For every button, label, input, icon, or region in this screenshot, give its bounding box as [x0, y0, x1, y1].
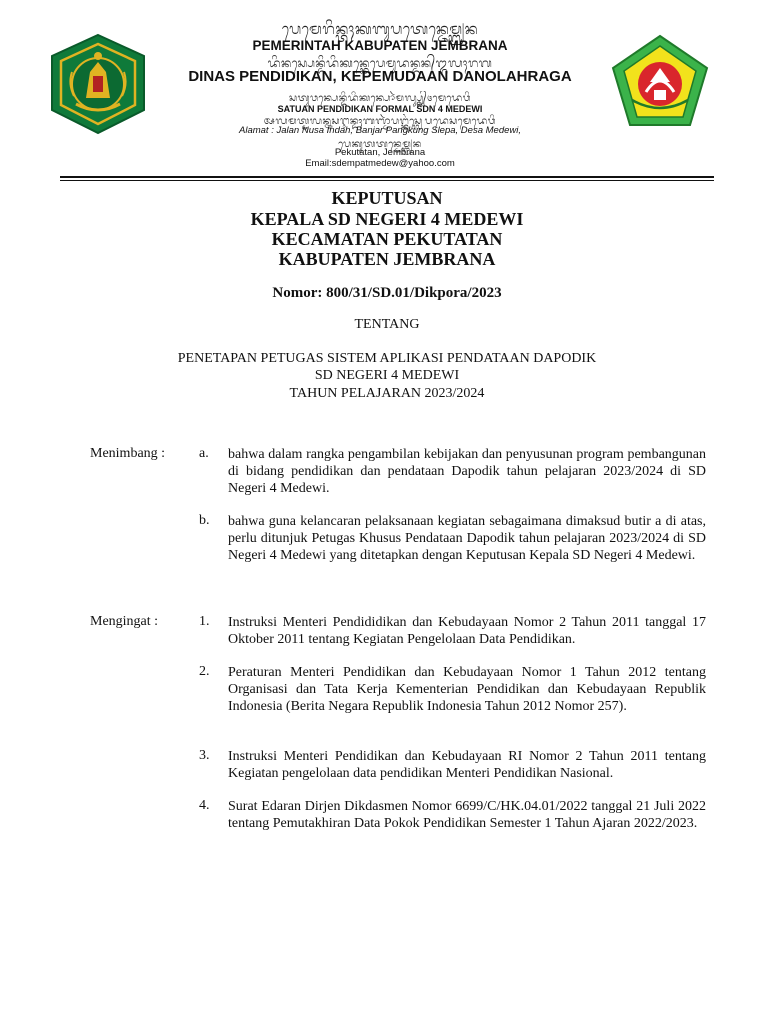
balinese-script-line-2: ᬤᬶᬦᬲ᭄ᬧᬾᬦ᭄ᬤᬶᬤᬶᬓᬦ᭄ᬓᬾᬧᬾᬫᬸᬤᬦ᭄ᬤᬦ᭄ᬑᬮᬄᬭᬕ — [267, 56, 493, 70]
decree-district: KECAMATAN PEKUTATAN — [271, 229, 503, 249]
government-name: PEMERINTAH KABUPATEN JEMBRANA — [252, 38, 508, 53]
school-city: Pekutatan, Jembrana — [334, 147, 426, 158]
mengingat-marker-4: 4. — [199, 798, 210, 813]
balinese-script-line-4: ᬅᬮᬫᬢ᭄ᬚᬮᬦ᭄ᬦᬸᬲᬇᬦ᭄ᬤᬄᬩᬜ᭄ᬚᬃᬧᬗ᭄ᬓᬸᬂᬲ᭄ᬮᬾᬧᬤᬾᬲᬫᬾᬤᬾᬯᬶ — [263, 116, 497, 127]
decree-authority: KEPALA SD NEGERI 4 MEDEWI — [250, 209, 524, 229]
menimbang-item-b: bahwa guna kelancaran pelaksanaan kegiatan sebagaimana dimaksud butir a di atas, perlu ditunjuk Petugas Khusus Pendataan Dapodik tahun pelajaran 2023/2024 di SD Negeri 4 Medewi yang ditetapkan dengan Keputusan Kepala SD Negeri 4 Medewi. — [228, 514, 706, 563]
school-email: Email:sdempatmedew@yahoo.com — [305, 158, 455, 169]
decree-number: Nomor: 800/31/SD.01/Dikpora/2023 — [272, 285, 502, 301]
agency-name: DINAS PENDIDIKAN, KEPEMUDAAN DANOLAHRAGA — [188, 68, 572, 85]
letterhead-rule-thick — [60, 176, 714, 178]
menimbang-marker-a: a. — [199, 446, 209, 461]
mengingat-item-1: Instruksi Menteri Pendididikan dan Kebudayaan Nomor 2 Tahun 2011 tanggal 17 Oktober 2011 tentang Kegiatan Pengelolaan Data Pendidikan. — [228, 615, 706, 647]
balinese-script-line-3: ᬲᬢᬸᬯᬦ᭄ᬧᬾᬦ᭄ᬤᬶᬤᬶᬓᬦ᭄ᬧᭀᬃᬫᬮ᭄ᬲ᭄ᬤ᭄ᬦ᭄᭔ᬫᬾᬤᬾᬯᬶ — [288, 93, 472, 104]
decree-subject-line-2: SD NEGERI 4 MEDEWI — [314, 368, 460, 383]
school-address: Alamat : Jalan Nusa Indah, Banjar Pangkung Slepa, Desa Medewi, — [239, 125, 521, 136]
decree-heading: KEPUTUSAN — [331, 188, 443, 208]
menimbang-label: Menimbang : — [90, 446, 166, 461]
education-office-emblem — [610, 34, 710, 128]
balinese-script-line-5: ᬧᬾᬓᬸᬢᬢᬦ᭄ᬚᬾᬫ᭄ᬩ᭄ᬭᬦ — [338, 139, 422, 150]
mengingat-marker-1: 1. — [199, 614, 210, 629]
balinese-script-line-1: ᬧᬾᬫᬾᬭᬶᬦ᭄ᬢᬄᬓᬩᬸᬧᬢᬾᬦ᭄ᬚᬾᬫ᭄ᬩ᭄ᬭᬦ — [281, 20, 479, 38]
tentang-label: TENTANG — [354, 317, 420, 332]
school-unit-name: SATUAN PENDIDIKAN FORMAL SDN 4 MEDEWI — [277, 104, 483, 114]
mengingat-label: Mengingat : — [90, 614, 159, 629]
decree-subject-line-1: PENETAPAN PETUGAS SISTEM APLIKASI PENDATAAN DAPODIK — [177, 351, 597, 366]
mengingat-marker-3: 3. — [199, 748, 210, 763]
decree-subject-line-3: TAHUN PELAJARAN 2023/2024 — [289, 386, 485, 401]
decree-regency: KABUPATEN JEMBRANA — [278, 249, 496, 269]
mengingat-marker-2: 2. — [199, 664, 210, 679]
mengingat-item-2: Peraturan Menteri Pendidikan dan Kebudayaan Nomor 1 Tahun 2012 tentang Organisasi dan Tata Kerja Kementerian Pendidikan dan Kebudayaan Republik Indonesia (Berita Negara Republik Indonesia Tahun 2012 Nomor 257). — [228, 665, 706, 714]
mengingat-item-4: Surat Edaran Dirjen Dikdasmen Nomor 6699/C/HK.04.01/2022 tanggal 21 Juli 2022 tentang Pemutakhiran Data Pokok Pendidikan Semester 1 Tahun Ajaran 2022/2023. — [228, 799, 706, 831]
menimbang-item-a: bahwa dalam rangka pengambilan kebijakan dan penyusunan program pembangunan di bidang pendidikan dan pendataan Dapodik tahun pelajaran 2023/2024 di SD Negeri 4 Medewi. — [228, 447, 706, 496]
letterhead — [0, 0, 768, 182]
mengingat-item-3: Instruksi Menteri Pendidikan dan Kebudayaan RI Nomor 2 Tahun 2011 tentang Kegiatan pengelolaan data pendidikan Menteri Pendidikan Nasional. — [228, 749, 706, 781]
letterhead-rule-thin — [60, 180, 714, 181]
menimbang-marker-b: b. — [199, 513, 210, 528]
